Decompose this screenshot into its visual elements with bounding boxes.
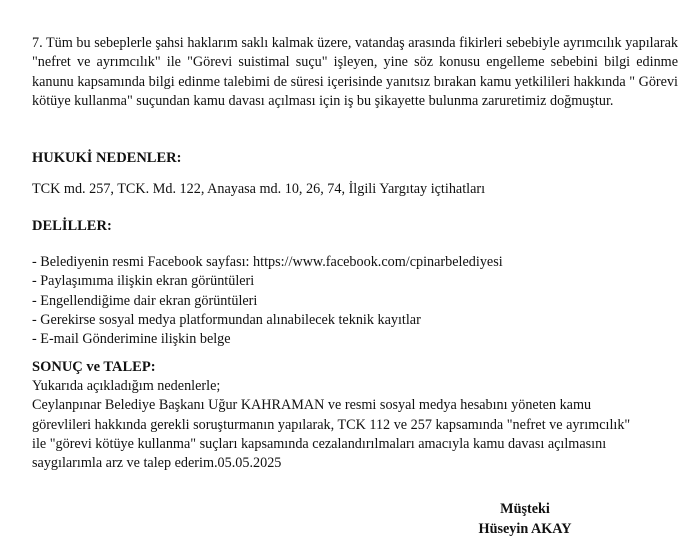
conclusion-text: [32, 377, 678, 473]
conclusion-heading: SONUÇ ve TALEP:: [32, 359, 156, 375]
conclusion-line: görevlileri hakkında gerekli soruşturmanın yapılarak, TCK 112 ve 257 kapsamında "nefret ve ayrımcılık": [32, 416, 631, 433]
evidence-item: - E-mail Gönderimine ilişkin belge: [32, 331, 231, 348]
evidence-item: - Gerekirse sosyal medya platformundan alınabilecek teknik kayıtlar: [32, 311, 421, 328]
evidence-heading: DELİLLER:: [32, 218, 112, 234]
conclusion-line: Yukarıda açıkladığım nedenlerle;: [32, 378, 221, 394]
evidence-item: - Paylaşımıma ilişkin ekran görüntüleri: [32, 273, 255, 290]
legal-grounds-heading: HUKUKİ NEDENLER:: [32, 150, 182, 166]
signature-block: [420, 500, 630, 539]
evidence-item: - Engellendiğime dair ekran görüntüleri: [32, 292, 258, 309]
paragraph-7: 7. Tüm bu sebeplerle şahsi haklarım saklı kalmak üzere, vatandaş arasında fikirleri sebebiyle ayrımcılık yapılarak "nefret ve ayrımcılık" ile "Görevi suistimal suçu" işleyen, yine söz konusu engelleme sebebini bilgi edinme kanunu kapsamında bilgi edinme talebimi de süresi içerisinde yanıtsız bırakan kamu yetkilileri hakkında " Görevi kötüye kullanma" suçundan kamu davası açılması için iş bu şikayette bulunma zaruretimiz doğmuştur.: [32, 35, 678, 109]
signature-name: Hüseyin AKAY: [478, 520, 572, 537]
evidence-list: [32, 253, 678, 349]
conclusion-line: saygılarımla arz ve talep ederim.05.05.2025: [32, 455, 282, 472]
signature-role: Müşteki: [500, 501, 550, 517]
evidence-item: - Belediyenin resmi Facebook sayfası: https://www.facebook.com/cpinarbelediyesi: [32, 254, 503, 270]
legal-grounds-text: TCK md. 257, TCK. Md. 122, Anayasa md. 10, 26, 74, İlgili Yargıtay içtihatları: [32, 181, 486, 197]
conclusion-line: Ceylanpınar Belediye Başkanı Uğur KAHRAMAN ve resmi sosyal medya hesabını yöneten kamu: [32, 397, 592, 414]
conclusion-line: ile "görevi kötüye kullanma" suçları kapsamında cezalandırılmaları amacıyla kamu davası açılmasını: [32, 435, 607, 452]
